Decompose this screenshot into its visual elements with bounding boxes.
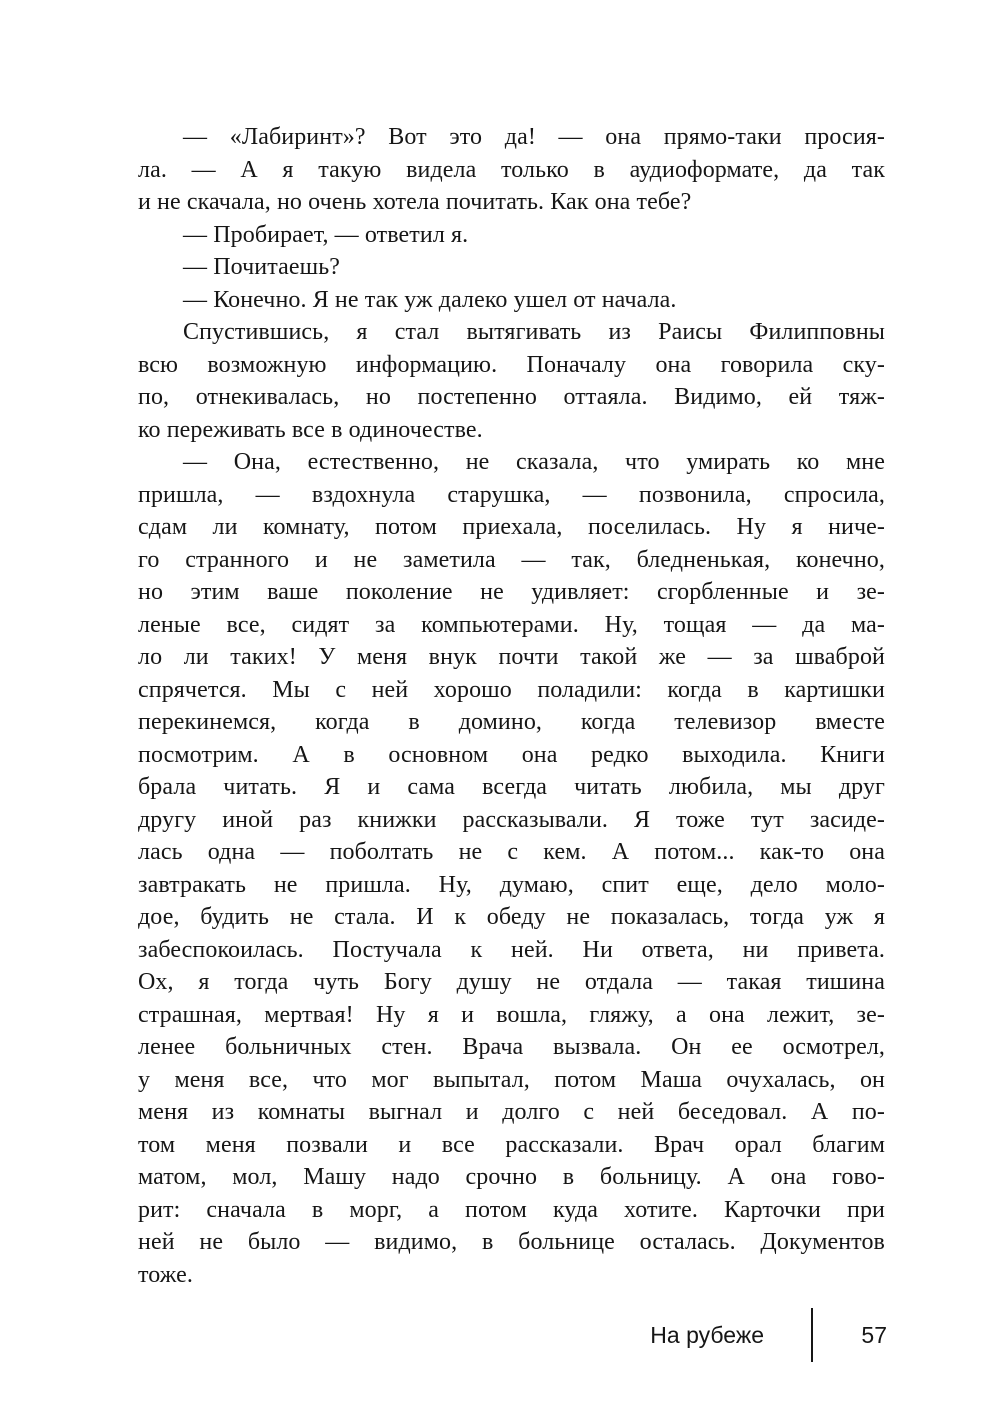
text-line: ленее больничных стен. Врача вызвала. Он ее осмотрел, — [138, 1034, 885, 1060]
text-line: дое, будить не стала. И к обеду не показалась, тогда уж я — [138, 904, 885, 930]
text-line: — «Лабиринт»? Вот это да! — она прямо-таки просия- — [183, 124, 885, 150]
paragraph — [138, 284, 885, 317]
text-line: посмотрим. А в основном она редко выходила. Книги — [138, 741, 885, 768]
text-line: всю возможную информацию. Поначалу она говорила ску- — [138, 351, 885, 378]
text-line: сдам ли комнату, потом приехала, поселилась. Ну я ниче- — [138, 514, 885, 540]
text-line: по, отнекивалась, но постепенно оттаяла. Видимо, ей тяж- — [138, 384, 885, 410]
text-line: меня из комнаты выгнал и долго с ней беседовал. А по- — [138, 1099, 885, 1125]
text-line: спрячется. Мы с ней хорошо поладили: когда в картишки — [138, 676, 885, 703]
paragraph — [138, 121, 885, 219]
paragraph — [138, 316, 885, 446]
text-line: ло ли таких! У меня внук почти такой же — за шваброй — [138, 644, 885, 670]
text-line: забеспокоилась. Постучала к ней. Ни ответа, ни привета. — [138, 936, 885, 963]
text-line: ко переживать все в одиночестве. — [138, 416, 483, 443]
text-line: Ох, я тогда чуть Богу душу не отдала — такая тишина — [138, 969, 885, 995]
text-line: рит: сначала в морг, а потом куда хотите. Карточки при — [138, 1196, 885, 1223]
text-line: перекинемся, когда в домино, когда телевизор вместе — [138, 709, 885, 735]
page-number: 57 — [861, 1321, 887, 1348]
text-line: у меня все, что мог выпытал, потом Маша очухалась, он — [138, 1066, 885, 1093]
text-line: лась одна — поболтать не с кем. А потом... как-то она — [138, 839, 885, 865]
text-line: — Она, естественно, не сказала, что умирать ко мне — [183, 449, 885, 475]
running-title: На рубеже — [650, 1321, 764, 1348]
text-line: — Почитаешь? — [183, 254, 340, 280]
text-line: но этим ваше поколение не удивляет: сгорбленные и зе- — [138, 579, 885, 605]
text-line: ней не было — видимо, в больнице осталась. Документов — [138, 1229, 885, 1255]
text-line: другу иной раз книжки рассказывали. Я тоже тут засиде- — [138, 806, 885, 833]
page-text — [138, 121, 885, 1291]
text-line: том меня позвали и все рассказали. Врач орал благим — [138, 1131, 885, 1158]
paragraph — [138, 251, 885, 284]
text-line: — Конечно. Я не так уж далеко ушел от начала. — [183, 286, 677, 313]
text-line: пришла, — вздохнула старушка, — позвонила, спросила, — [138, 481, 885, 508]
text-line: брала читать. Я и сама всегда читать любила, мы друг — [138, 774, 885, 800]
page-footer — [650, 1308, 887, 1362]
text-line: матом, мол, Машу надо срочно в больницу. А она гово- — [138, 1164, 885, 1190]
text-line: завтракать не пришла. Ну, думаю, спит еще, дело моло- — [138, 871, 885, 898]
text-line: ла. — А я такую видела только в аудиоформате, да так — [138, 156, 885, 183]
text-line: леные все, сидят за компьютерами. Ну, тощая — да ма- — [138, 611, 885, 638]
text-line: страшная, мертвая! Ну я и вошла, гляжу, а она лежит, зе- — [138, 1001, 885, 1028]
text-line: и не скачала, но очень хотела почитать. Как она тебе? — [138, 189, 692, 215]
footer-divider — [811, 1308, 813, 1362]
text-line: го странного и не заметила — так, бледненькая, конечно, — [138, 546, 885, 573]
text-line: — Пробирает, — ответил я. — [183, 221, 469, 248]
paragraph — [138, 446, 885, 1291]
text-line: Спустившись, я стал вытягивать из Раисы Филипповны — [183, 319, 885, 345]
paragraph — [138, 219, 885, 252]
text-line: тоже. — [138, 1261, 193, 1288]
